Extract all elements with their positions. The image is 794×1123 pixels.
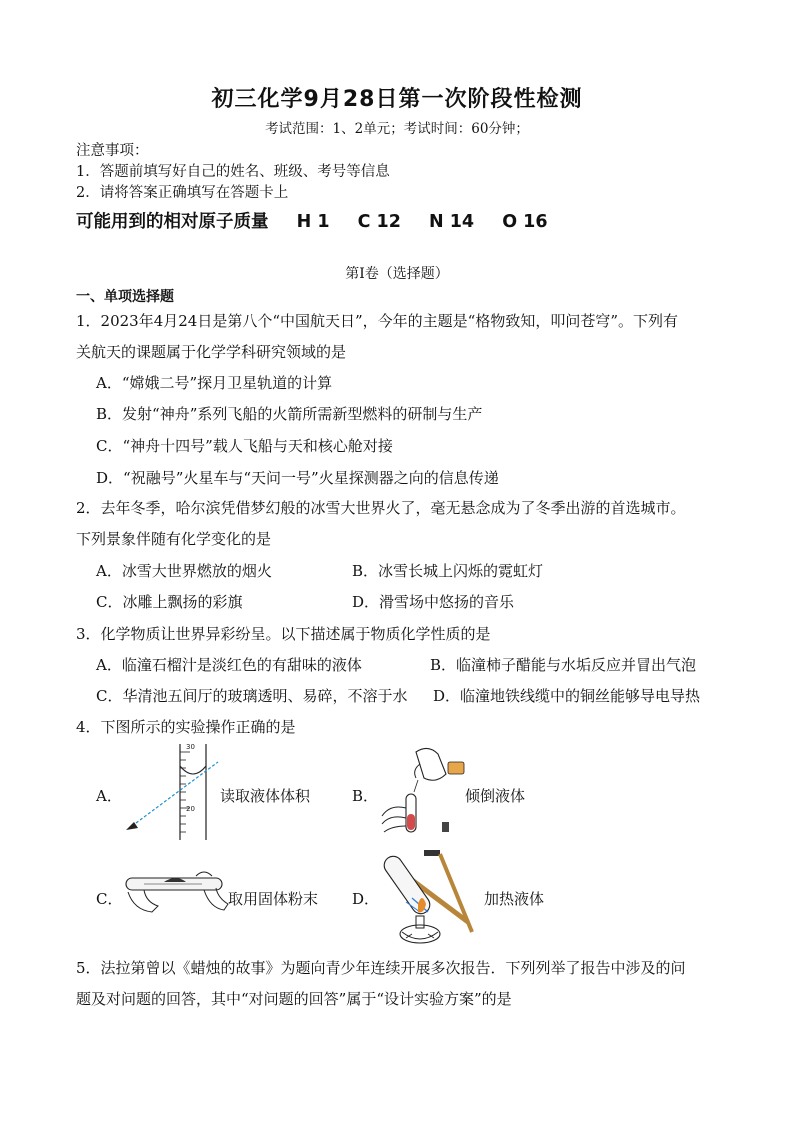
- q4-option-b: B．: [352, 787, 379, 805]
- q3-option-a: A．临潼石榴汁是淡红色的有甜味的液体: [96, 656, 362, 674]
- q3-option-b: B．临潼柿子醋能与水垢反应并冒出气泡: [430, 656, 697, 674]
- graduated-cylinder-figure: [122, 740, 222, 842]
- q4-caption-c: 取用固体粉末: [228, 890, 319, 908]
- q1-option-a: A．“嫦娥二号”探月卫星轨道的计算: [96, 374, 333, 392]
- q1-option-b: B．发射“神舟”系列飞船的火箭所需新型燃料的研制与生产: [96, 405, 483, 423]
- q2-option-d: D．滑雪场中悠扬的音乐: [352, 593, 515, 611]
- q3-stem: 3．化学物质让世界异彩纷呈。以下描述属于物质化学性质的是: [76, 625, 491, 643]
- part-title: 第I卷（选择题）: [345, 266, 449, 282]
- q1-stem-line-2: 关航天的课题属于化学学科研究领域的是: [76, 343, 347, 361]
- exam-title: 初三化学9月28日第一次阶段性检测: [211, 87, 583, 112]
- exam-subtitle: 考试范围：1、2单元；考试时间：60分钟；: [265, 121, 529, 137]
- q4-caption-a: 读取液体体积: [220, 787, 311, 805]
- q1-option-c: C．“神舟十四号”载人飞船与天和核心舱对接: [96, 437, 393, 455]
- q2-option-b: B．冰雪长城上闪烁的霓虹灯: [352, 562, 544, 580]
- atomic-mass-label: 可能用到的相对原子质量: [76, 212, 269, 232]
- atomic-mass-o: O 16: [502, 212, 548, 232]
- atomic-mass-h: H 1: [296, 212, 330, 232]
- q4-caption-b: 倾倒液体: [465, 787, 526, 805]
- q3-option-c: C．华清池五间厅的玻璃透明、易碎，不溶于水: [96, 687, 408, 705]
- q3-option-d: D．临潼地铁线缆中的铜丝能够导电导热: [433, 687, 701, 705]
- solid-powder-figure: [124, 866, 230, 918]
- q2-option-c: C．冰雕上飘扬的彩旗: [96, 593, 243, 611]
- q2-option-a: A．冰雪大世界燃放的烟火: [96, 562, 272, 580]
- q5-stem-line-1: 5．法拉第曾以《蜡烛的故事》为题向青少年连续开展多次报告．下列列举了报告中涉及的问: [76, 959, 686, 977]
- q5-stem-line-2: 题及对问题的回答，其中“对问题的回答”属于“设计实验方案”的是: [76, 990, 512, 1008]
- q4-option-a: A．: [96, 787, 122, 805]
- q4-caption-d: 加热液体: [484, 890, 545, 908]
- q1-stem-line-1: 1．2023年4月24日是第八个“中国航天日”，今年的主题是“格物致知，叩问苍穹”。下列有: [76, 312, 679, 330]
- atomic-mass-n: N 14: [429, 212, 475, 232]
- notes-heading: 注意事项：: [76, 143, 149, 159]
- note-item-2: 2．请将答案正确填写在答题卡上: [76, 185, 289, 201]
- q4-option-d: D．: [352, 890, 380, 908]
- section-title: 一、单项选择题: [76, 289, 174, 305]
- q2-stem-line-1: 2．去年冬季，哈尔滨凭借梦幻般的冰雪大世界火了，毫无悬念成为了冬季出游的首选城市。: [76, 499, 686, 517]
- atomic-mass-c: C 12: [357, 212, 401, 232]
- q1-option-d: D．“祝融号”火星车与“天问一号”火星探测器之向的信息传递: [96, 469, 499, 487]
- q2-stem-line-2: 下列景象伴随有化学变化的是: [76, 530, 272, 548]
- scale-label-20: 20: [186, 805, 195, 813]
- heating-liquid-figure: [368, 842, 486, 948]
- q4-stem: 4．下图所示的实验操作正确的是: [76, 718, 296, 736]
- q4-option-c: C．: [96, 890, 123, 908]
- note-item-1: 1．答题前填写好自己的姓名、班级、考号等信息: [76, 164, 390, 180]
- atomic-mass-line: [76, 208, 548, 233]
- scale-label-30: 30: [186, 743, 195, 751]
- pouring-liquid-figure: [376, 744, 466, 842]
